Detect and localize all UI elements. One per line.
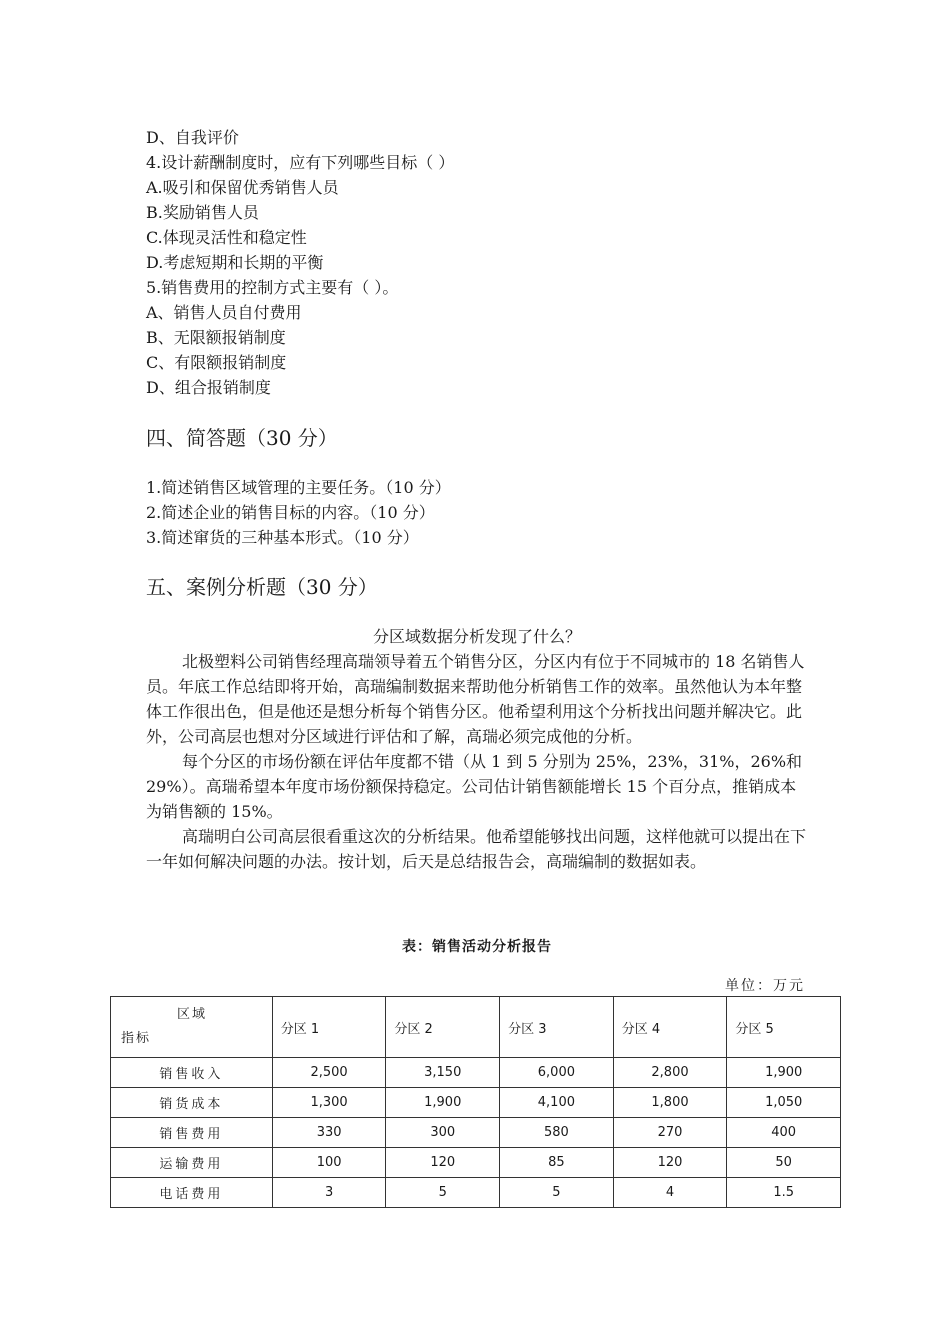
table-cell: 1,800 [613, 1088, 727, 1118]
table-row [111, 1118, 841, 1148]
table-cell: 120 [613, 1148, 727, 1178]
q4-option-c: C.体现灵活性和稳定性 [146, 228, 307, 247]
table-cell: 300 [386, 1118, 500, 1148]
section4-item-1: 1.简述销售区域管理的主要任务。（10 分） [146, 478, 451, 497]
q5-stem: 5.销售费用的控制方式主要有（ ）。 [146, 278, 399, 297]
row-label: 销售收入 [111, 1058, 273, 1088]
q5-option-c: C、有限额报销制度 [146, 353, 287, 372]
table-cell: 580 [500, 1118, 614, 1148]
column-header: 分区 3 [500, 997, 614, 1058]
table-corner-cell [111, 997, 273, 1058]
row-label: 运输费用 [111, 1148, 273, 1178]
column-header: 分区 4 [613, 997, 727, 1058]
q4-stem: 4.设计薪酬制度时，应有下列哪些目标（ ） [146, 153, 455, 172]
column-header: 分区 2 [386, 997, 500, 1058]
corner-label-indicator: 指标 [121, 1031, 152, 1046]
case-paragraph-2: 每个分区的市场份额在评估年度都不错（从 1 到 5 分别为 25%，23%，31%，26%和 29%）。高瑞希望本年度市场份额保持稳定。公司估计销售额能增长 15 个百分点，推销成本为销售额的 15%。 [146, 752, 803, 821]
q4-option-a: A.吸引和保留优秀销售人员 [146, 178, 339, 197]
row-label: 电话费用 [111, 1178, 273, 1208]
section4-item-2: 2.简述企业的销售目标的内容。（10 分） [146, 503, 435, 522]
table-row [111, 1058, 841, 1088]
sales-analysis-table [110, 996, 841, 1208]
table-cell: 3 [272, 1178, 386, 1208]
case-body [146, 649, 808, 874]
table-cell: 1,900 [727, 1058, 841, 1088]
table-cell: 50 [727, 1148, 841, 1178]
case-paragraph-3: 高瑞明白公司高层很看重这次的分析结果。他希望能够找出问题，这样他就可以提出在下一年如何解决问题的办法。按计划，后天是总结报告会，高瑞编制的数据如表。 [146, 827, 807, 871]
q5-option-d: D、组合报销制度 [146, 378, 271, 397]
table-cell: 5 [500, 1178, 614, 1208]
q3-option-d: D、自我评价 [146, 128, 239, 147]
table-cell: 4,100 [500, 1088, 614, 1118]
table-cell: 85 [500, 1148, 614, 1178]
table-cell: 100 [272, 1148, 386, 1178]
table-cell: 1.5 [727, 1178, 841, 1208]
table-cell: 400 [727, 1118, 841, 1148]
table-cell: 1,900 [386, 1088, 500, 1118]
table-row [111, 1148, 841, 1178]
section4-title: 四、简答题（30 分） [146, 426, 338, 450]
table-title: 表：销售活动分析报告 [402, 939, 552, 955]
case-paragraph-1: 北极塑料公司销售经理高瑞领导着五个销售分区，分区内有位于不同城市的 18 名销售人员。年底工作总结即将开始，高瑞编制数据来帮助他分析销售工作的效率。虽然他认为本年整体工作很出色，但是他还是想分析每个销售分区。他希望利用这个分析找出问题并解决它。此外，公司高层也想对分区域进行评估和了解，高瑞必须完成他的分析。 [146, 652, 805, 746]
q4-option-b: B.奖励销售人员 [146, 203, 259, 222]
table-row [111, 1178, 841, 1208]
table-header-row [111, 997, 841, 1058]
row-label: 销货成本 [111, 1088, 273, 1118]
table-cell: 330 [272, 1118, 386, 1148]
q4-option-d: D.考虑短期和长期的平衡 [146, 253, 324, 272]
table-cell: 4 [613, 1178, 727, 1208]
table-cell: 2,500 [272, 1058, 386, 1088]
column-header: 分区 5 [727, 997, 841, 1058]
table-cell: 6,000 [500, 1058, 614, 1088]
column-header: 分区 1 [272, 997, 386, 1058]
table-unit: 单位：万元 [725, 978, 805, 994]
section4-item-3: 3.简述窜货的三种基本形式。（10 分） [146, 528, 419, 547]
q5-option-b: B、无限额报销制度 [146, 328, 286, 347]
section5-title: 五、案例分析题（30 分） [146, 575, 378, 599]
case-title: 分区域数据分析发现了什么？ [372, 627, 581, 646]
table-cell: 1,300 [272, 1088, 386, 1118]
table-cell: 5 [386, 1178, 500, 1208]
table-cell: 120 [386, 1148, 500, 1178]
table-cell: 270 [613, 1118, 727, 1148]
q5-option-a: A、销售人员自付费用 [146, 303, 302, 322]
corner-label-region: 区域 [177, 1007, 208, 1022]
table-cell: 3,150 [386, 1058, 500, 1088]
table-cell: 2,800 [613, 1058, 727, 1088]
table-row [111, 1088, 841, 1118]
row-label: 销售费用 [111, 1118, 273, 1148]
table-cell: 1,050 [727, 1088, 841, 1118]
